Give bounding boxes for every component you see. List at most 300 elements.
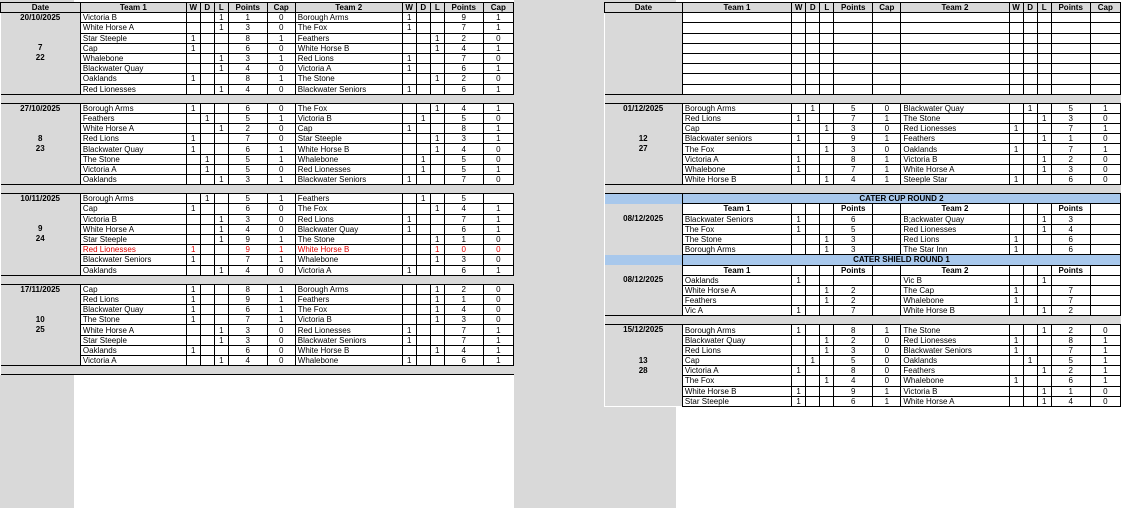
cup-col-header xyxy=(792,204,806,214)
empty-row xyxy=(605,64,1121,74)
separator-cell xyxy=(295,185,402,194)
score-cell: 5 xyxy=(444,164,483,174)
score-cell xyxy=(820,325,834,335)
cup-col-header xyxy=(1090,204,1120,214)
score-cell: 0 xyxy=(873,124,901,134)
score-cell: 1 xyxy=(1009,296,1023,306)
team1-cell: The Stone xyxy=(682,234,791,244)
score-cell: 0 xyxy=(267,64,295,74)
score-cell xyxy=(1090,275,1120,285)
team2-cell: Oaklands xyxy=(901,356,1009,366)
score-cell xyxy=(806,134,820,144)
fixture-row xyxy=(605,366,1121,376)
score-cell: 6 xyxy=(834,396,873,406)
score-cell: 5 xyxy=(444,113,483,123)
team1-cell: Whalebone xyxy=(80,53,186,63)
empty-cell xyxy=(806,33,820,43)
team1-cell: Victoria A xyxy=(682,154,791,164)
empty-cell xyxy=(873,53,901,63)
score-cell: 8 xyxy=(228,33,267,43)
score-cell: 1 xyxy=(1009,376,1023,386)
fixture-row xyxy=(1,84,514,94)
fixture-row xyxy=(1,325,514,335)
empty-cell xyxy=(682,23,791,33)
score-cell: 1 xyxy=(1037,366,1051,376)
empty-cell xyxy=(901,64,1009,74)
separator-cell xyxy=(430,366,444,375)
date-cell xyxy=(1,175,81,185)
score-cell xyxy=(873,224,901,234)
score-cell xyxy=(186,224,200,234)
score-cell: 1 xyxy=(1037,134,1051,144)
score-cell: 6 xyxy=(228,305,267,315)
cup-col-header xyxy=(1023,204,1037,214)
empty-row xyxy=(605,13,1121,23)
team2-cell: Blackwater Seniors xyxy=(295,335,402,345)
team2-cell: Whalebone xyxy=(295,356,402,366)
shield-row xyxy=(605,296,1121,306)
team1-cell: Red Lions xyxy=(682,345,791,355)
separator-cell xyxy=(834,94,873,103)
score-cell: 5 xyxy=(834,224,873,234)
score-cell: 2 xyxy=(834,296,873,306)
left-fixtures-table xyxy=(0,2,514,375)
score-cell: 1 xyxy=(483,124,513,134)
score-cell xyxy=(792,335,806,345)
date-cell xyxy=(605,335,683,345)
score-cell: 1 xyxy=(186,294,200,304)
empty-cell xyxy=(792,43,806,53)
separator-cell xyxy=(1023,185,1037,194)
separator-cell xyxy=(792,94,806,103)
empty-cell xyxy=(1023,64,1037,74)
shield-col-header xyxy=(1009,265,1023,275)
empty-cell xyxy=(1023,13,1037,23)
score-cell xyxy=(214,74,228,84)
score-cell xyxy=(214,103,228,113)
score-cell: 1 xyxy=(430,103,444,113)
date-cell: 23 xyxy=(1,144,81,154)
score-cell xyxy=(792,356,806,366)
date-cell xyxy=(605,64,683,74)
score-cell xyxy=(873,285,901,295)
score-cell xyxy=(1023,164,1037,174)
score-cell: 1 xyxy=(1037,224,1051,234)
separator-row xyxy=(1,275,514,284)
empty-cell xyxy=(1023,23,1037,33)
score-cell: 0 xyxy=(1090,325,1120,335)
score-cell xyxy=(214,284,228,294)
score-cell xyxy=(1023,175,1037,185)
score-cell xyxy=(1023,325,1037,335)
score-cell: 1 xyxy=(1051,386,1090,396)
team1-cell: White Horse B xyxy=(682,175,791,185)
separator-cell xyxy=(1023,316,1037,325)
score-cell: 1 xyxy=(483,134,513,144)
score-cell xyxy=(186,124,200,134)
empty-cell xyxy=(1051,33,1090,43)
fixture-row xyxy=(605,154,1121,164)
separator-cell xyxy=(483,185,513,194)
team2-cell: White Horse B xyxy=(295,245,402,255)
score-cell xyxy=(416,43,430,53)
score-cell: 3 xyxy=(444,134,483,144)
fixture-row xyxy=(605,376,1121,386)
score-cell: 1 xyxy=(416,113,430,123)
score-cell: 7 xyxy=(228,315,267,325)
empty-cell xyxy=(820,53,834,63)
score-cell: 4 xyxy=(228,84,267,94)
score-cell xyxy=(1037,175,1051,185)
separator-cell xyxy=(416,275,430,284)
empty-cell xyxy=(1037,13,1051,23)
score-cell xyxy=(820,154,834,164)
team1-cell: Cap xyxy=(682,124,791,134)
shield-title-row xyxy=(605,255,1121,265)
score-cell: 1 xyxy=(483,265,513,275)
empty-cell xyxy=(1009,74,1023,84)
score-cell: 4 xyxy=(444,305,483,315)
score-cell: 4 xyxy=(444,345,483,355)
team1-cell: Oaklands xyxy=(80,265,186,275)
date-cell: 24 xyxy=(1,234,81,244)
score-cell: 1 xyxy=(444,294,483,304)
score-cell: 1 xyxy=(444,234,483,244)
date-cell xyxy=(605,43,683,53)
fixture-row xyxy=(1,175,514,185)
date-cell xyxy=(1,305,81,315)
separator-cell xyxy=(1,275,81,284)
score-cell: 0 xyxy=(873,376,901,386)
separator-cell xyxy=(80,94,186,103)
score-cell: 1 xyxy=(186,33,200,43)
score-cell xyxy=(402,33,416,43)
score-cell: 3 xyxy=(228,175,267,185)
team2-cell: Vic B xyxy=(901,275,1009,285)
separator-cell xyxy=(444,366,483,375)
score-cell: 1 xyxy=(1037,306,1051,316)
score-cell: 7 xyxy=(444,214,483,224)
score-cell xyxy=(214,294,228,304)
score-cell xyxy=(806,234,820,244)
score-cell xyxy=(186,325,200,335)
date-cell: 10/11/2025 xyxy=(1,194,81,204)
score-cell: 1 xyxy=(402,53,416,63)
score-cell: 3 xyxy=(834,345,873,355)
score-cell: 1 xyxy=(1037,275,1051,285)
score-cell xyxy=(1037,356,1051,366)
team2-cell: Whalebone xyxy=(901,296,1009,306)
score-cell xyxy=(1023,144,1037,154)
score-cell: 6 xyxy=(444,356,483,366)
empty-cell xyxy=(1090,53,1120,63)
empty-cell xyxy=(1051,53,1090,63)
date-cell xyxy=(1,214,81,224)
score-cell: 8 xyxy=(834,154,873,164)
score-cell: 1 xyxy=(820,124,834,134)
score-cell xyxy=(402,315,416,325)
col-header-12: Cap xyxy=(483,3,513,13)
score-cell xyxy=(416,134,430,144)
team2-cell: B;ackwater Quay xyxy=(901,214,1009,224)
score-cell xyxy=(806,214,820,224)
score-cell: 1 xyxy=(214,13,228,23)
score-cell: 1 xyxy=(267,144,295,154)
score-cell: 7 xyxy=(1051,345,1090,355)
separator-cell xyxy=(267,366,295,375)
score-cell: 4 xyxy=(228,64,267,74)
score-cell: 0 xyxy=(267,43,295,53)
separator-cell xyxy=(1037,185,1051,194)
score-cell xyxy=(416,325,430,335)
separator-cell xyxy=(80,185,186,194)
score-cell: 4 xyxy=(1051,224,1090,234)
score-cell: 1 xyxy=(402,224,416,234)
score-cell: 1 xyxy=(402,23,416,33)
empty-cell xyxy=(1037,43,1051,53)
score-cell: 5 xyxy=(834,356,873,366)
score-cell: 1 xyxy=(214,224,228,234)
score-cell: 6 xyxy=(444,224,483,234)
score-cell: 2 xyxy=(228,124,267,134)
team2-cell: Victoria A xyxy=(295,64,402,74)
empty-cell xyxy=(792,84,806,94)
score-cell: 1 xyxy=(792,134,806,144)
empty-cell xyxy=(1023,53,1037,63)
shield-row xyxy=(605,275,1121,285)
separator-cell xyxy=(1,185,81,194)
score-cell: 6 xyxy=(228,144,267,154)
empty-cell xyxy=(1037,64,1051,74)
score-cell: 4 xyxy=(228,224,267,234)
score-cell: 1 xyxy=(267,53,295,63)
score-cell: 1 xyxy=(228,13,267,23)
score-cell xyxy=(1023,214,1037,224)
score-cell: 1 xyxy=(1009,335,1023,345)
date-cell: 10 xyxy=(1,315,81,325)
separator-cell xyxy=(295,366,402,375)
score-cell xyxy=(1009,396,1023,406)
date-cell xyxy=(1,33,81,43)
score-cell: 1 xyxy=(186,134,200,144)
score-cell: 1 xyxy=(402,214,416,224)
date-cell xyxy=(605,194,683,204)
team1-cell: Borough Arms xyxy=(682,325,791,335)
score-cell xyxy=(200,245,214,255)
team1-cell: Oaklands xyxy=(80,74,186,84)
fixture-row xyxy=(1,124,514,134)
col-header-4: L xyxy=(214,3,228,13)
team2-cell: Borough Arms xyxy=(295,284,402,294)
score-cell xyxy=(873,306,901,316)
col-header-0: Date xyxy=(1,3,81,13)
separator-cell xyxy=(1090,94,1120,103)
score-cell xyxy=(792,175,806,185)
score-cell xyxy=(1023,345,1037,355)
separator-cell xyxy=(682,185,791,194)
date-cell xyxy=(1,154,81,164)
score-cell: 5 xyxy=(228,113,267,123)
fixture-row xyxy=(1,144,514,154)
team2-cell: Feathers xyxy=(295,33,402,43)
score-cell xyxy=(416,224,430,234)
score-cell xyxy=(1037,296,1051,306)
fixture-row xyxy=(605,144,1121,154)
score-cell: 1 xyxy=(430,134,444,144)
col-header-9: D xyxy=(1023,3,1037,13)
empty-cell xyxy=(1037,53,1051,63)
score-cell: 1 xyxy=(402,265,416,275)
score-cell xyxy=(200,284,214,294)
fixture-row xyxy=(1,224,514,234)
score-cell: 5 xyxy=(834,103,873,113)
separator-cell xyxy=(820,185,834,194)
separator-cell xyxy=(834,316,873,325)
team1-cell: Vic A xyxy=(682,306,791,316)
date-cell xyxy=(605,306,683,316)
separator-cell xyxy=(228,275,267,284)
separator-cell xyxy=(792,185,806,194)
empty-cell xyxy=(873,33,901,43)
score-cell: 1 xyxy=(820,335,834,345)
team2-cell: Victoria B xyxy=(901,154,1009,164)
score-cell: 1 xyxy=(214,335,228,345)
fixture-row xyxy=(1,265,514,275)
score-cell: 1 xyxy=(820,175,834,185)
empty-cell xyxy=(1090,33,1120,43)
date-cell xyxy=(605,345,683,355)
score-cell xyxy=(820,306,834,316)
score-cell xyxy=(416,204,430,214)
empty-cell xyxy=(806,74,820,84)
fixture-row xyxy=(1,134,514,144)
fixture-row xyxy=(1,154,514,164)
empty-cell xyxy=(901,43,1009,53)
separator-cell xyxy=(792,316,806,325)
score-cell: 1 xyxy=(1037,325,1051,335)
score-cell: 7 xyxy=(228,255,267,265)
fixture-row xyxy=(605,356,1121,366)
team1-cell: Victoria A xyxy=(80,356,186,366)
score-cell xyxy=(200,144,214,154)
score-cell: 1 xyxy=(483,224,513,234)
score-cell: 7 xyxy=(1051,124,1090,134)
cup-row xyxy=(605,224,1121,234)
team2-cell: The Cap xyxy=(901,285,1009,295)
separator-cell xyxy=(901,94,1009,103)
score-cell xyxy=(834,275,873,285)
score-cell: 0 xyxy=(1090,154,1120,164)
date-cell: 20/10/2025 xyxy=(1,13,81,23)
score-cell xyxy=(416,33,430,43)
fixture-row xyxy=(1,113,514,123)
empty-cell xyxy=(792,13,806,23)
shield-col-header xyxy=(792,265,806,275)
score-cell: 1 xyxy=(200,164,214,174)
score-cell: 0 xyxy=(483,315,513,325)
score-cell: 1 xyxy=(430,33,444,43)
fixture-row xyxy=(1,33,514,43)
score-cell: 1 xyxy=(1090,345,1120,355)
score-cell xyxy=(402,245,416,255)
score-cell xyxy=(200,305,214,315)
separator-cell xyxy=(267,275,295,284)
score-cell xyxy=(200,294,214,304)
score-cell xyxy=(1023,245,1037,255)
score-cell: 0 xyxy=(267,103,295,113)
score-cell: 1 xyxy=(483,103,513,113)
score-cell: 3 xyxy=(228,23,267,33)
date-cell xyxy=(605,84,683,94)
empty-cell xyxy=(901,33,1009,43)
score-cell: 1 xyxy=(402,84,416,94)
score-cell: 1 xyxy=(267,175,295,185)
team2-cell: White Horse B xyxy=(295,43,402,53)
score-cell xyxy=(806,124,820,134)
score-cell: 0 xyxy=(267,23,295,33)
score-cell: 1 xyxy=(1037,214,1051,224)
date-cell xyxy=(1,345,81,355)
score-cell: 0 xyxy=(483,294,513,304)
date-cell xyxy=(605,376,683,386)
score-cell: 3 xyxy=(228,325,267,335)
score-cell: 1 xyxy=(792,154,806,164)
score-cell: 5 xyxy=(1051,103,1090,113)
score-cell: 1 xyxy=(186,284,200,294)
empty-cell xyxy=(1009,43,1023,53)
separator-cell xyxy=(295,275,402,284)
cup-col-header: Team 1 xyxy=(682,204,791,214)
empty-cell xyxy=(820,23,834,33)
score-cell: 1 xyxy=(402,175,416,185)
score-cell xyxy=(1009,154,1023,164)
separator-cell xyxy=(228,94,267,103)
team2-cell: White Horse B xyxy=(901,306,1009,316)
score-cell: 1 xyxy=(1037,164,1051,174)
score-cell: 7 xyxy=(834,113,873,123)
empty-cell xyxy=(873,74,901,84)
empty-cell xyxy=(1051,74,1090,84)
separator-cell xyxy=(1051,316,1090,325)
score-cell: 0 xyxy=(873,144,901,154)
score-cell: 7 xyxy=(444,23,483,33)
score-cell xyxy=(200,175,214,185)
empty-cell xyxy=(834,74,873,84)
date-cell xyxy=(1,113,81,123)
score-cell: 0 xyxy=(267,13,295,23)
score-cell xyxy=(806,335,820,345)
score-cell xyxy=(200,356,214,366)
score-cell: 1 xyxy=(430,204,444,214)
empty-cell xyxy=(1051,84,1090,94)
score-cell: 1 xyxy=(402,356,416,366)
score-cell xyxy=(792,285,806,295)
date-cell: 22 xyxy=(1,53,81,63)
date-cell xyxy=(1,124,81,134)
fixture-row xyxy=(1,234,514,244)
score-cell xyxy=(214,194,228,204)
date-cell xyxy=(605,386,683,396)
separator-cell xyxy=(820,316,834,325)
score-cell: 0 xyxy=(483,53,513,63)
score-cell xyxy=(1037,345,1051,355)
shield-col-header xyxy=(1037,265,1051,275)
score-cell xyxy=(416,214,430,224)
score-cell xyxy=(416,234,430,244)
score-cell xyxy=(1037,245,1051,255)
score-cell xyxy=(200,255,214,265)
score-cell: 1 xyxy=(267,284,295,294)
